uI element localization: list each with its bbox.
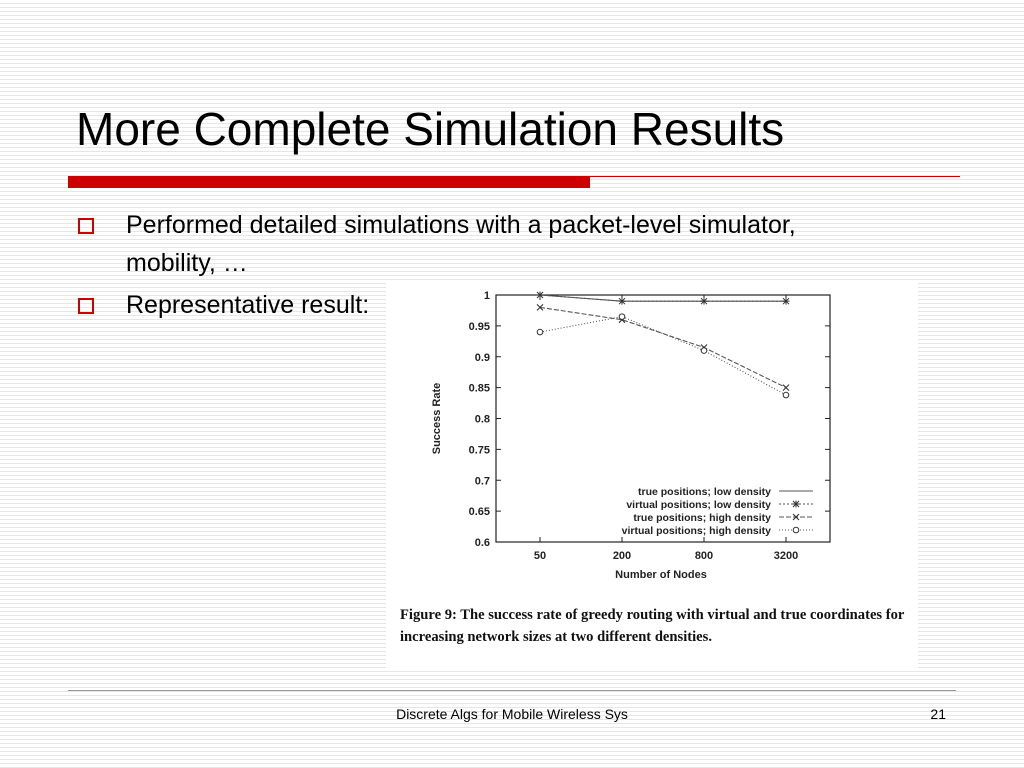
y-axis-label: Success Rate	[431, 382, 443, 455]
circle-marker	[793, 527, 799, 533]
legend-label: true positions; low density	[637, 486, 771, 498]
square-bullet-icon	[78, 298, 94, 314]
x-tick-label: 800	[694, 550, 714, 562]
slide-title: More Complete Simulation Results	[76, 103, 785, 155]
x-marker	[783, 385, 789, 391]
y-tick-label: 0.9	[474, 351, 490, 364]
legend-label: virtual positions; high density	[621, 525, 771, 537]
footer-divider	[68, 690, 956, 691]
square-bullet-icon	[78, 218, 94, 234]
y-tick-label: 0.7	[474, 475, 490, 488]
circle-marker	[619, 314, 625, 320]
circle-marker	[701, 348, 707, 354]
footer-text: Discrete Algs for Mobile Wireless Sys	[396, 706, 628, 722]
legend-label: true positions; high density	[633, 512, 771, 524]
y-tick-label: 0.65	[468, 506, 490, 519]
page-number: 21	[930, 706, 946, 722]
y-tick-label: 0.8	[474, 413, 490, 426]
title-underline-thick	[68, 176, 590, 188]
star-marker	[619, 298, 626, 305]
figure	[386, 282, 918, 670]
x-tick-label: 200	[612, 550, 632, 562]
circle-marker	[537, 329, 543, 335]
y-tick-label: 0.95	[468, 320, 490, 333]
series-line	[540, 307, 786, 387]
star-marker	[537, 292, 544, 299]
figure-caption: Figure 9: The success rate of greedy routing with virtual and true coordinates for increasing network sizes at two different densities.	[400, 607, 905, 645]
series-line	[540, 295, 786, 301]
legend-label: virtual positions; low density	[626, 499, 771, 511]
y-tick-label: 0.75	[468, 444, 490, 457]
star-marker	[783, 298, 790, 305]
success-rate-chart	[386, 282, 918, 602]
x-tick-label: 3200	[773, 550, 799, 562]
circle-marker	[783, 392, 789, 398]
y-tick-label: 0.85	[468, 382, 490, 395]
title-underline-thin	[590, 176, 960, 177]
bullet-text: Performed detailed simulations with a packet-level simulator, mobility, …	[126, 211, 796, 277]
y-tick-label: 1	[483, 290, 490, 302]
y-tick-label: 0.6	[474, 537, 490, 549]
star-marker	[701, 298, 708, 305]
bullet-item	[76, 206, 846, 282]
bullet-text: Representative result:	[126, 291, 370, 319]
star-marker	[793, 501, 800, 508]
series-line	[540, 317, 786, 395]
x-axis-label: Number of Nodes	[615, 569, 707, 581]
x-tick-label: 50	[533, 550, 547, 562]
